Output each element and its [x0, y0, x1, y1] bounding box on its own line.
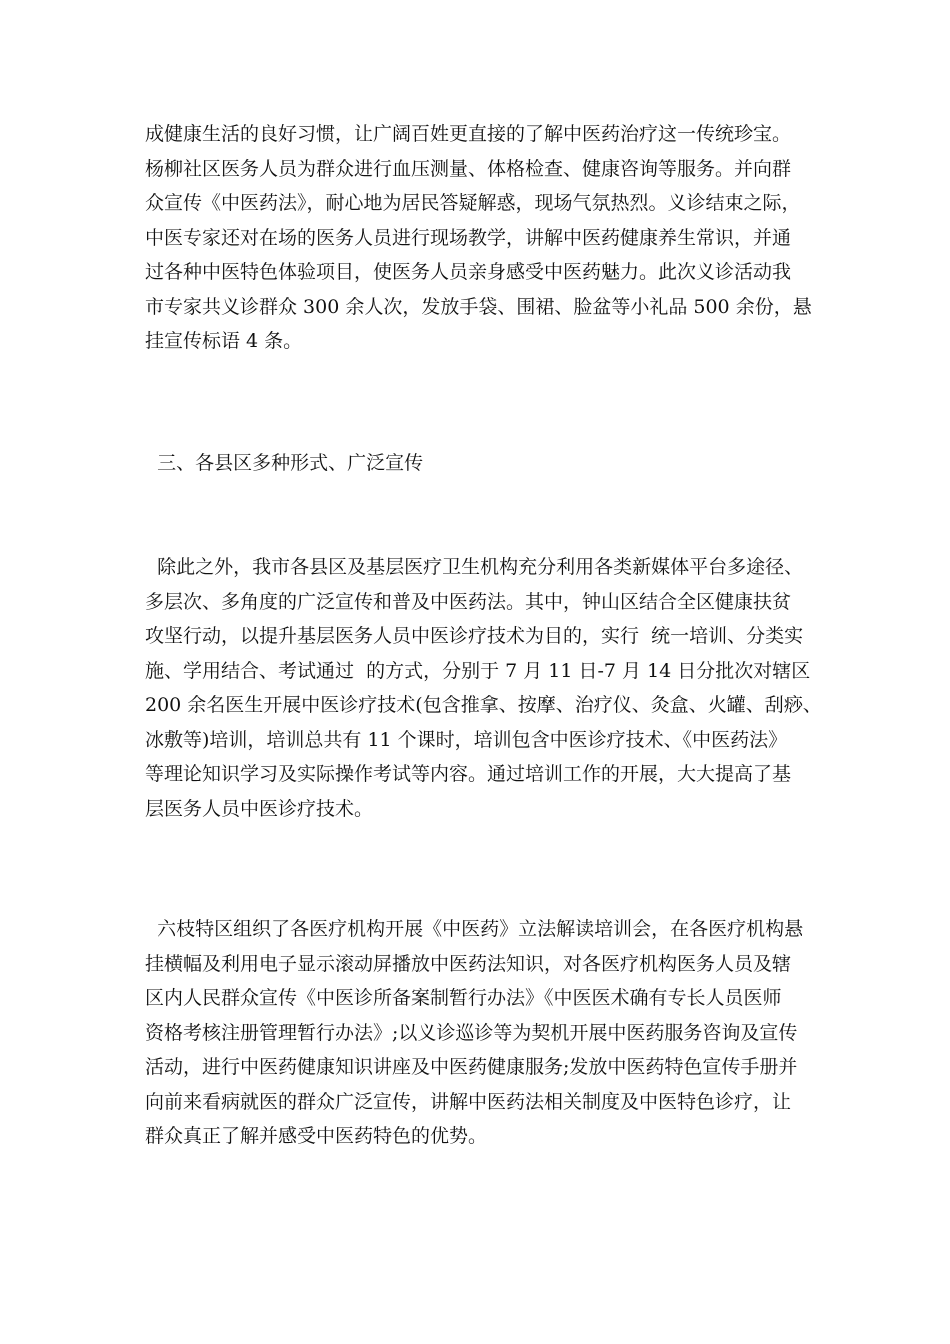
- paragraph-1-line: 中医专家还对在场的医务人员进行现场教学，讲解中医药健康养生常识，并通: [145, 226, 792, 249]
- paragraph-2-line: 除此之外，我市各县区及基层医疗卫生机构充分利用各类新媒体平台多途径、: [145, 556, 804, 578]
- paragraph-2-line: 等理论知识学习及实际操作考试等内容。通过培训工作的开展，大大提高了基: [145, 763, 792, 785]
- paragraph-1-line: 杨柳社区医务人员为群众进行血压测量、体格检查、健康咨询等服务。并向群: [145, 157, 792, 180]
- paragraph-2-line: 冰敷等)培训，培训总共有 11 个课时，培训包含中医诊疗技术、《中医药法》: [145, 728, 788, 751]
- paragraph-1-line: 众宣传《中医药法》，耐心地为居民答疑解惑，现场气氛热烈。义诊结束之际，: [145, 192, 801, 214]
- paragraph-3-line: 挂横幅及利用电子显示滚动屏播放中医药法知识，对各医疗机构医务人员及辖: [145, 952, 792, 975]
- paragraph-2-line: 施、学用结合、考试通过 的方式，分别于 7 月 11 日-7 月 14 日分批次对辖区: [145, 659, 811, 682]
- paragraph-2-line: 层医务人员中医诊疗技术。: [145, 797, 374, 820]
- paragraph-1-line: 挂宣传标语 4 条。: [145, 330, 303, 352]
- paragraph-2-line: 攻坚行动，以提升基层医务人员中医诊疗技术为目的，实行 统一培训、分类实: [145, 625, 804, 647]
- paragraph-2-line: 200 余名医生开展中医诊疗技术(包含推拿、按摩、治疗仪、灸盒、火罐、刮痧、: [145, 694, 822, 716]
- paragraph-2: [145, 550, 822, 826]
- section-heading-text: 三、各县区多种形式、广泛宣传: [145, 452, 424, 474]
- paragraph-3-line: 向前来看病就医的群众广泛宣传，讲解中医药法相关制度及中医特色诊疗，让: [145, 1090, 792, 1113]
- section-heading: [145, 446, 815, 481]
- paragraph-3-line: 活动，进行中医药健康知识讲座及中医药健康服务;发放中医药特色宣传手册并: [145, 1056, 798, 1078]
- paragraph-1: [145, 117, 815, 359]
- paragraph-3-line: 区内人民群众宣传《中医诊所备案制暂行办法》《中医医术确有专长人员医师: [145, 987, 782, 1009]
- paragraph-2-line: 多层次、多角度的广泛宣传和普及中医药法。其中，钟山区结合全区健康扶贫: [145, 590, 792, 613]
- paragraph-3-line: 群众真正了解并感受中医药特色的优势。: [145, 1125, 488, 1147]
- paragraph-1-line: 过各种中医特色体验项目，使医务人员亲身感受中医药魅力。此次义诊活动我: [145, 261, 792, 283]
- paragraph-1-line: 市专家共义诊群众 300 余人次，发放手袋、围裙、脸盆等小礼品 500 余份，悬: [145, 295, 812, 318]
- paragraph-3-line: 六枝特区组织了各医疗机构开展《中医药》立法解读培训会，在各医疗机构悬: [145, 918, 804, 940]
- paragraph-3: [145, 912, 815, 1154]
- paragraph-1-line: 成健康生活的良好习惯，让广阔百姓更直接的了解中医药治疗这一传统珍宝。: [145, 123, 792, 145]
- paragraph-3-line: 资格考核注册管理暂行办法》;以义诊巡诊等为契机开展中医药服务咨询及宣传: [145, 1021, 798, 1044]
